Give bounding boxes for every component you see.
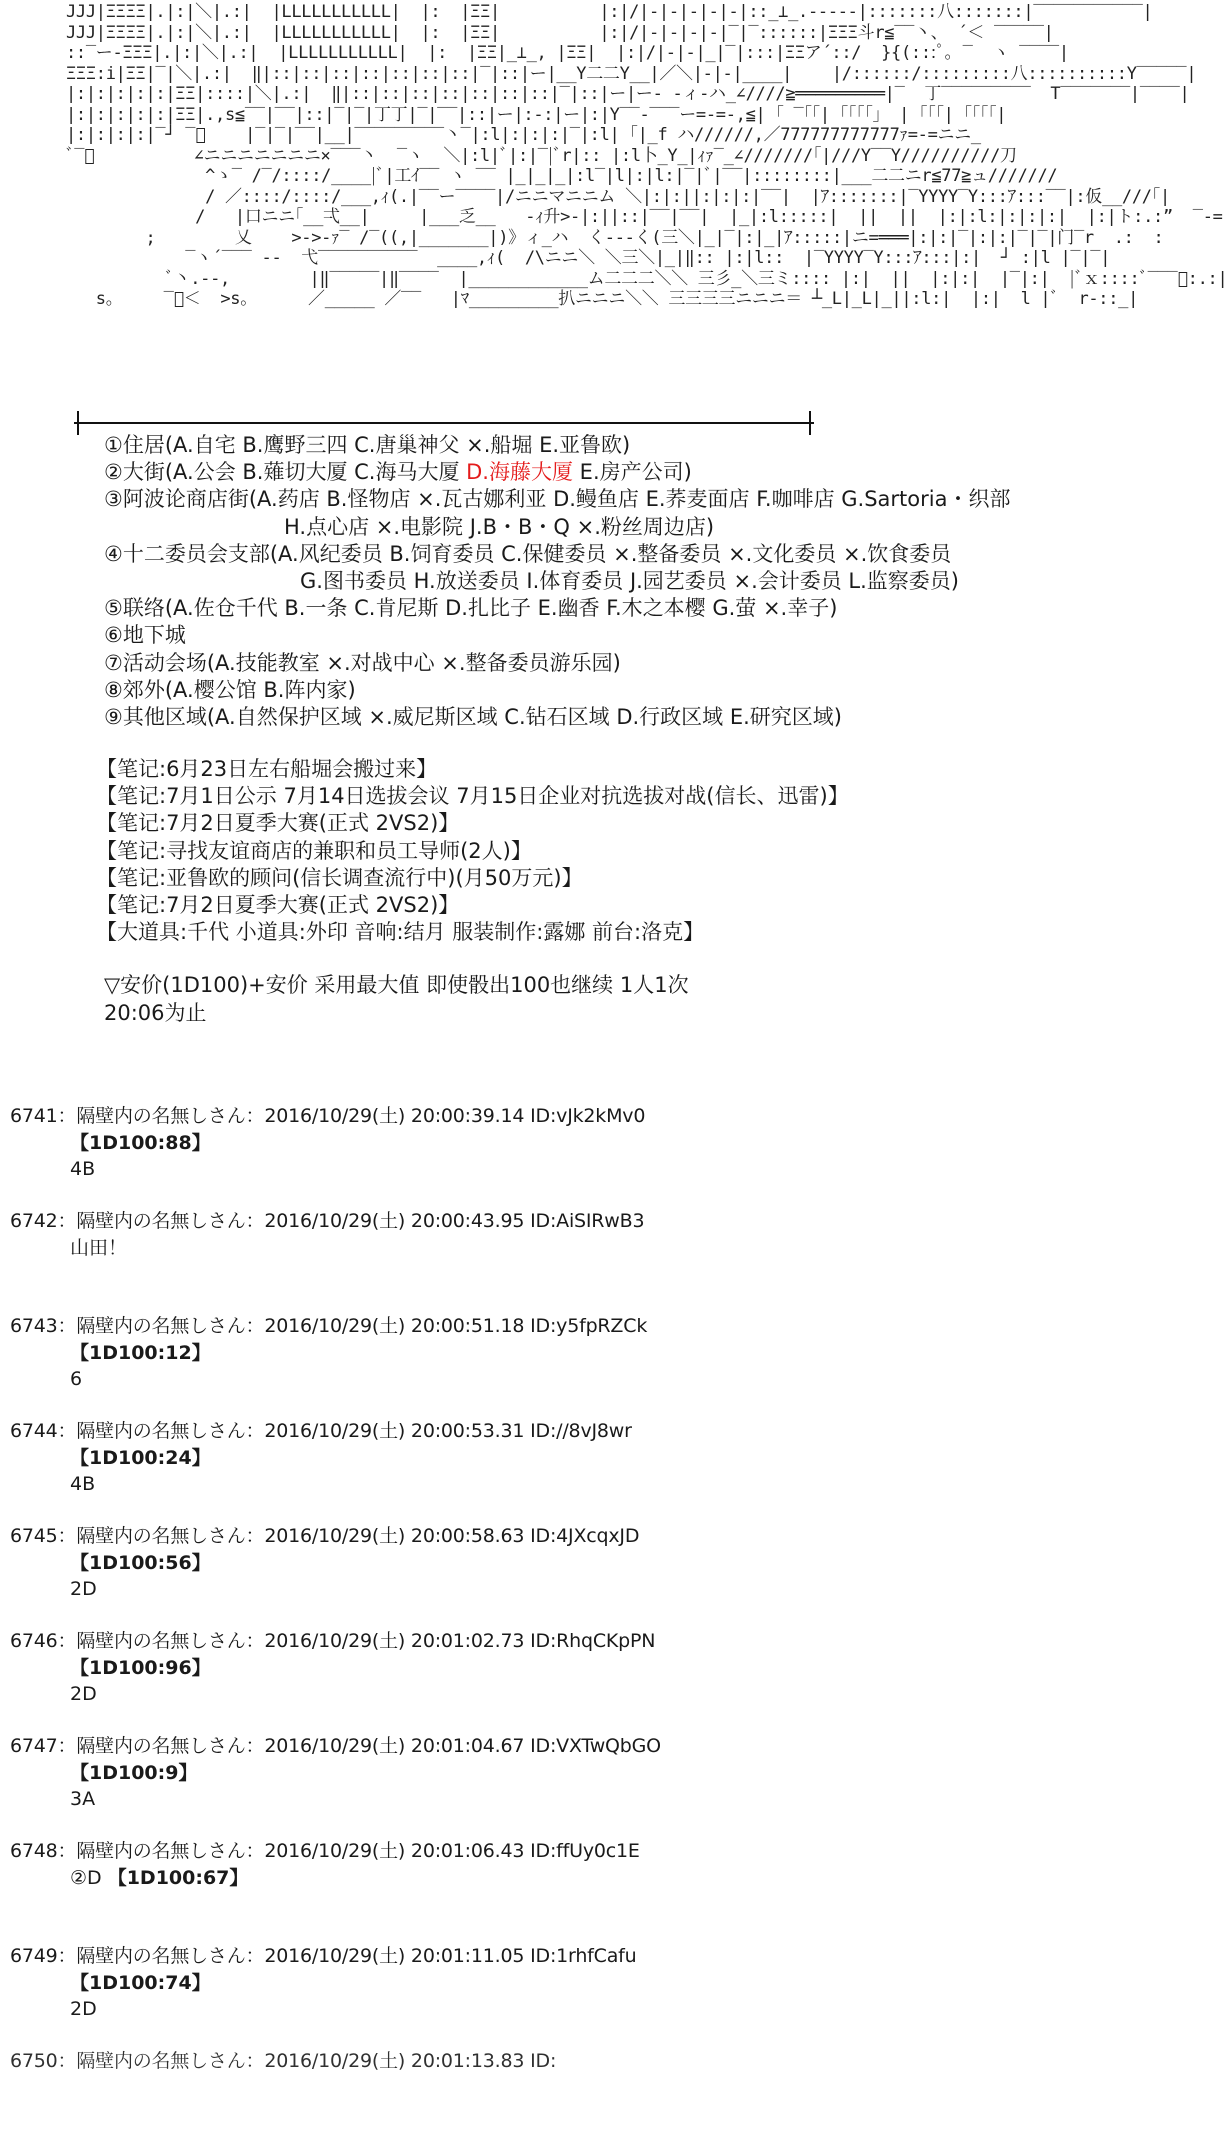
dice-result: 【1D100:24】: [70, 1446, 211, 1469]
location-menu: [104, 432, 1194, 731]
post-header: 6750：隔壁内の名無しさん：2016/10/29(土) 20:01:13.83 ID:: [10, 2050, 557, 2072]
post-header: 6746：隔壁内の名無しさん：2016/10/29(土) 20:01:02.73 ID:RhqCKpPN: [10, 1630, 656, 1652]
dice-result: 【1D100:96】: [70, 1656, 211, 1679]
menu-text: E.房产公司): [573, 460, 692, 485]
dice-result: 【1D100:56】: [70, 1551, 211, 1574]
post-text: 2D: [70, 1998, 97, 2020]
post-text: 4B: [70, 1158, 96, 1180]
menu-line: H.点心店 ×.电影院 J.B・B・Q ×.粉丝周边店): [284, 514, 715, 539]
note-line: 【笔记:7月2日夏季大赛(正式 2VS2)】: [96, 893, 460, 918]
post-header: 6743：隔壁内の名無しさん：2016/10/29(土) 20:00:51.18 ID:y5fpRZCk: [10, 1315, 648, 1337]
post-header: 6748：隔壁内の名無しさん：2016/10/29(土) 20:01:06.43 ID:ffUy0c1E: [10, 1840, 640, 1862]
note-line: 【大道具:千代 小道具:外印 音响:结月 服装制作:露娜 前台:洛克】: [96, 920, 705, 945]
dice-result: 【1D100:12】: [70, 1341, 211, 1364]
menu-line: ⑧郊外(A.樱公馆 B.阵内家): [104, 677, 356, 702]
note-line: 【笔记:6月23日左右船堀会搬过来】: [96, 757, 438, 781]
post: [10, 1208, 1190, 1313]
ascii-art-scene: JJJ|ΞΞΞΞ|.|:|＼|.:| |LLLLLLLLLLL| |: |ΞΞ| |:|/|-|-|-|-|-|::_⊥_.-----|:::::::八:::::::|‾‾‾‾‾‾‾‾‾‾‾| JJJ|ΞΞΞΞ|.|:|＼|.:| |LLLLLLLLLLL| |: |ΞΞ| |:|/|-|-|-|-|‾|‾::::::|ΞΞΞ斗r≦‾‾丶、 ´＜ ‾‾‾‾‾| ::‾ー-ΞΞΞ|.|:|＼|.:| |LLLLLLLLLLL| |: |ΞΞ|_⊥_, |ΞΞ| |:|/|-|-|_|‾|:::|ΞΞア´::/ }{(:::ﾟ｡ ‾ ヽ ‾‾‾‾| ΞΞΞ:i|ΞΞ|‾|＼|.:| ‖|::|::|::|::|::|::|::|‾|::|ー|__Y二二Y__|／＼|-|-|____| |/::::::/:::::::::八::::::::::Y‾‾‾‾‾| |:|:|:|:|:|ΞΞ|::::|＼|.:| ‖|::|::|::|::|::|::|::|‾|::|ー|ー‐ ‐ィ-ハ_∠////≧═════════|‾ 丁‾‾‾‾‾‾‾‾‾ T‾‾‾‾‾‾‾|‾‾‾‾| |:|:|:|:|:|ΞΞ|.,s≦‾‾|‾‾|::|‾|‾|丁丁|‾|‾‾|::|ー|:-:|ー|:|Y‾‾-‾‾‾ー=‐=‐,≦| ｢ ‾｢｢| ｢｢｢｢」 | ｢｢｢| ｢｢｢｢| |:|:|:|:|‾┘ ‾ﾞ |‾|‾|‾‾|__|‾‾‾‾‾‾‾‾‾丶‾|:l|:|:|:|‾|:l| ｢|_f ハ//////,／777777777777ｧ=-=ニニ_ ﾞ‾ﾞ ∠ニニニニニニニ×‾‾‾丶 ‾ヽ ＼|:l|ﾞ|:|‾|ﾞr|:: |:l卜_Y_|ｨｧ‾_∠///////｢|///Y‾‾Y//////////刀 ^ゝ‾ /‾/::::/____|ﾞ|工ｲ‾‾ ヽ ‾‾ |_|_|_|:l‾|l|:|l:|‾|ﾞ|‾‾|::::::::|___二二ニr≦77≧ュ/////// / ／::::/::::/___,ｨ(.|‾‾ー‾‾‾‾|/ニニマニニム ＼|:|:||:|:|:|‾‾| |ｱ:::::::|‾YYYY‾Y:::ｱ:::‾‾|:仮__///｢| / |口ニニ｢__弌__| |___乏__ ‐ｨ升>‐|:||::|‾‾|‾‾| |_|:l:::::| || || |:|:l:|:|:|:| |:|ト:.:” ‾‐= ; 乂 >‐>‐ｧ‾ /‾((,|_______|)》ィ_ハ く‐‐‐く(三＼|_|‾|:|_|ｱ:::::|ニ=═══|:|:|‾|:|:|‾|‾|门‾r .: : ‾ヽ´‾‾‾ ‐‐ 弋‾‾‾‾‾‾‾‾‾‾ ____,ｨ( /\ニニ＼ ＼三＼|_|‖:: |:|l:: |‾YYYY‾Y:::ｱ:::|:| ┘ :|l |‾|‾| ﾞ丶.‐‐, |‖‾‾‾‾‾|‖‾‾‾‾ |____________ム二二二＼＼ 三彡_＼三ミ:::: |:| || |:|:| |‾|:| |ﾞｘ::::ﾞ‾‾‾ﾞ:.:| s｡ ‾ﾞ＜ >s｡ ／_____ ／‾‾ |ﾏ_________扒ニニニ＼＼ 三三三三ニニニ＝ ┴_L|_L|_||:l:| |:| l |ﾞ r‐::_|: [66, 2, 1227, 309]
post-text: 山田！: [70, 1236, 128, 1259]
post-text: 2D: [70, 1683, 97, 1705]
post: [10, 1523, 1190, 1628]
menu-line: ④十二委员会支部(A.风纪委员 B.饲育委员 C.保健委员 ×.整备委员 ×.文化委员 ×.饮食委员: [104, 541, 952, 566]
post: [10, 1418, 1190, 1523]
post-header: 6747：隔壁内の名無しさん：2016/10/29(土) 20:01:04.67 ID:VXTwQbGO: [10, 1735, 661, 1757]
note-line: 【笔记:7月2日夏季大赛(正式 2VS2)】: [96, 811, 460, 836]
menu-line: ⑦活动会场(A.技能教室 ×.对战中心 ×.整备委员游乐园): [104, 650, 621, 675]
menu-line: ①住居(A.自宅 B.鹰野三四 C.唐巢神父 ×.船堀 E.亚鲁欧): [104, 433, 631, 457]
menu-line: ⑨其他区域(A.自然保护区域 ×.威尼斯区域 C.钻石区域 D.行政区域 E.研究区域): [104, 705, 842, 730]
post-body: [10, 1865, 1190, 1892]
dice-result: 【1D100:67】: [107, 1866, 249, 1889]
post-header: 6741：隔壁内の名無しさん：2016/10/29(土) 20:00:39.14 ID:vJk2kMv0: [10, 1105, 646, 1127]
dice-result: 【1D100:9】: [70, 1761, 198, 1784]
highlighted-option: D.海藤大厦: [466, 460, 573, 485]
note-line: 【笔记:寻找友谊商店的兼职和员工导师(2人)】: [96, 838, 532, 863]
menu-line: [104, 459, 1194, 486]
post-text: 3A: [70, 1788, 96, 1810]
menu-line: ③阿波论商店街(A.药店 B.怪物店 ×.瓦古娜利亚 D.鳗鱼店 E.荞麦面店 F.咖啡店 G.Sartoria・织部: [104, 487, 1011, 512]
notes-list: [96, 756, 849, 946]
deadline-line: 20:06为止: [104, 1001, 207, 1025]
post-header: 6745：隔壁内の名無しさん：2016/10/29(土) 20:00:58.63 ID:4JXcqxJD: [10, 1525, 640, 1547]
post: [10, 1313, 1190, 1418]
post-text: 2D: [70, 1578, 97, 1600]
post: [10, 1733, 1190, 1838]
dice-result: 【1D100:88】: [70, 1131, 211, 1154]
post: [10, 1628, 1190, 1733]
menu-line: G.图书委员 H.放送委员 I.体育委员 J.园艺委员 ×.会计委员 L.监察委员): [300, 569, 959, 594]
post-text: ②D: [70, 1866, 108, 1889]
post-header: 6744：隔壁内の名無しさん：2016/10/29(土) 20:00:53.31 ID://8vJ8wr: [10, 1420, 632, 1442]
menu-line: ⑤联络(A.佐仓千代 B.一条 C.肯尼斯 D.扎比子 E.幽香 F.木之本樱 G.萤 ×.幸子): [104, 596, 838, 621]
post: [10, 1103, 1190, 1208]
menu-line: ⑥地下城: [104, 623, 186, 648]
note-line: 【笔记:亚鲁欧的顾问(信长调查流行中)(月50万元)】: [96, 865, 583, 890]
post-text: 6: [70, 1368, 83, 1390]
post-list: [10, 1103, 1190, 2153]
post-header: 6742：隔壁内の名無しさん：2016/10/29(土) 20:00:43.95 ID:AiSIRwB3: [10, 1210, 645, 1232]
note-line: 【笔记:7月1日公示 7月14日选拔会议 7月15日企业对抗选拔对战(信长、迅雷)】: [96, 784, 849, 809]
post-header: 6749：隔壁内の名無しさん：2016/10/29(土) 20:01:11.05 ID:1rhfCafu: [10, 1945, 637, 1967]
post-text: 4B: [70, 1473, 96, 1495]
ruler-bar: [74, 422, 814, 424]
post-cut-off: [10, 2048, 1190, 2153]
rules-block: [104, 971, 689, 1027]
dice-result: 【1D100:74】: [70, 1971, 211, 1994]
menu-text: ②大街(A.公会 B.薙切大厦 C.海马大厦: [104, 460, 467, 485]
post: [10, 1943, 1190, 2048]
post: [10, 1838, 1190, 1943]
rules-line: ▽安价(1D100)+安价 采用最大值 即使骰出100也继续 1人1次: [104, 973, 689, 997]
